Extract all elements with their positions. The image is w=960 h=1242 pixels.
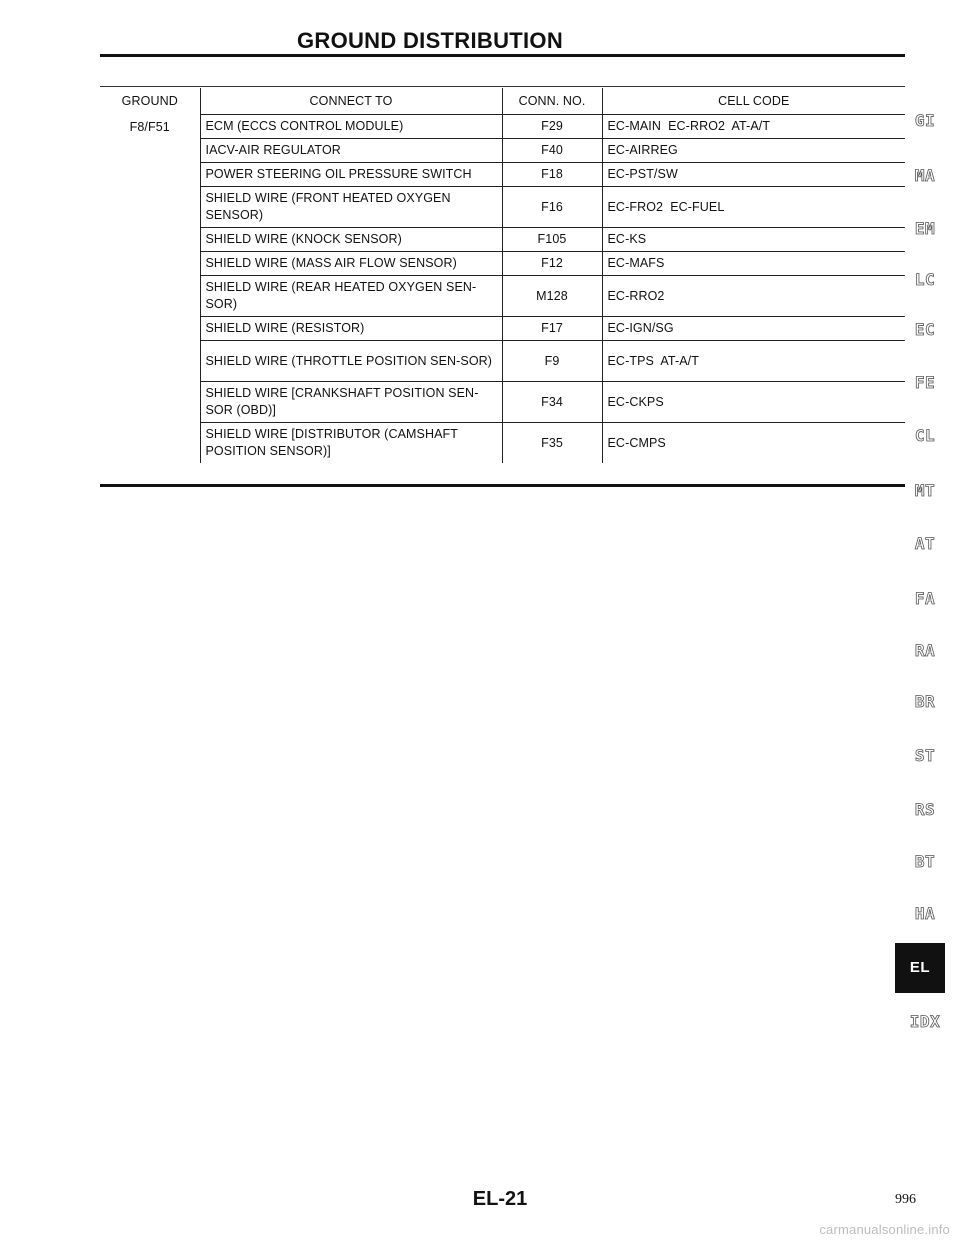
page-number: 996 — [895, 1192, 916, 1207]
connect-to-cell: POWER STEERING OIL PRESSURE SWITCH — [200, 163, 502, 187]
conn-no-cell: F40 — [502, 139, 602, 163]
cell-code-cell: EC-TPS AT-A/T — [602, 341, 905, 382]
section-tab-mt[interactable]: MT — [914, 481, 936, 500]
section-tab-br[interactable]: BR — [914, 692, 936, 711]
cell-code-cell: EC-KS — [602, 228, 905, 252]
table-row — [100, 341, 905, 382]
table-header-row — [100, 88, 905, 115]
section-tab-lc[interactable]: LC — [914, 270, 936, 289]
section-tab-ra[interactable]: RA — [914, 641, 936, 660]
section-tab-rs[interactable]: RS — [914, 800, 936, 819]
conn-no-cell: M128 — [502, 276, 602, 317]
section-tab-el-active[interactable]: EL — [895, 943, 945, 993]
cell-code-cell: EC-CMPS — [602, 423, 905, 464]
table-row — [100, 423, 905, 464]
conn-no-cell: F9 — [502, 341, 602, 382]
connect-to-cell: SHIELD WIRE (THROTTLE POSITION SEN-SOR) — [200, 341, 502, 382]
table-row — [100, 317, 905, 341]
page-title: GROUND DISTRIBUTION — [296, 28, 564, 53]
section-tab-cl[interactable]: CL — [914, 426, 936, 445]
section-tab-fa[interactable]: FA — [914, 589, 936, 608]
conn-no-cell: F12 — [502, 252, 602, 276]
page-reference: EL-21 — [472, 1188, 528, 1210]
section-tab-fe[interactable]: FE — [914, 373, 936, 392]
section-tab-em[interactable]: EM — [914, 219, 936, 238]
table-row — [100, 276, 905, 317]
title-rule — [100, 54, 905, 57]
header-conn-no: CONN. NO. — [502, 88, 602, 115]
ground-cell: F8/F51 — [129, 119, 170, 134]
cell-code-cell: EC-IGN/SG — [602, 317, 905, 341]
ground-distribution-table — [100, 88, 905, 463]
connect-to-cell: SHIELD WIRE (RESISTOR) — [200, 317, 502, 341]
section-tab-ec[interactable]: EC — [914, 320, 936, 339]
section-tab-idx[interactable]: IDX — [909, 1012, 941, 1031]
cell-code-cell: EC-PST/SW — [602, 163, 905, 187]
table-row — [100, 163, 905, 187]
cell-code-cell: EC-RRO2 — [602, 276, 905, 317]
section-tab-gi[interactable]: GI — [914, 111, 936, 130]
cell-code-cell: EC-MAIN EC-RRO2 AT-A/T — [602, 115, 905, 139]
section-tab-ha[interactable]: HA — [914, 904, 936, 923]
conn-no-cell: F34 — [502, 382, 602, 423]
conn-no-cell: F29 — [502, 115, 602, 139]
table-row — [100, 187, 905, 228]
cell-code-cell: EC-CKPS — [602, 382, 905, 423]
table-row — [100, 115, 905, 139]
table-row — [100, 382, 905, 423]
table-row — [100, 139, 905, 163]
conn-no-cell: F17 — [502, 317, 602, 341]
connect-to-cell: IACV-AIR REGULATOR — [200, 139, 502, 163]
section-tab-at[interactable]: AT — [914, 534, 936, 553]
connect-to-cell: SHIELD WIRE [CRANKSHAFT POSITION SEN-SOR (OBD)] — [200, 382, 502, 423]
table-bottom-rule — [100, 484, 905, 487]
table-row — [100, 252, 905, 276]
table-top-rule — [100, 86, 905, 87]
section-tab-ma[interactable]: MA — [914, 166, 936, 185]
header-cell-code: CELL CODE — [602, 88, 905, 115]
conn-no-cell: F105 — [502, 228, 602, 252]
section-tab-bt[interactable]: BT — [914, 852, 936, 871]
connect-to-cell: SHIELD WIRE (REAR HEATED OXYGEN SEN-SOR) — [200, 276, 502, 317]
connect-to-cell: ECM (ECCS CONTROL MODULE) — [200, 115, 502, 139]
cell-code-cell: EC-FRO2 EC-FUEL — [602, 187, 905, 228]
connect-to-cell: SHIELD WIRE (FRONT HEATED OXYGEN SENSOR) — [200, 187, 502, 228]
connect-to-cell: SHIELD WIRE (KNOCK SENSOR) — [200, 228, 502, 252]
section-tab-st[interactable]: ST — [914, 746, 936, 765]
cell-code-cell: EC-MAFS — [602, 252, 905, 276]
cell-code-cell: EC-AIRREG — [602, 139, 905, 163]
watermark: carmanualsonline.info — [819, 1222, 950, 1237]
conn-no-cell: F35 — [502, 423, 602, 464]
header-ground: GROUND — [121, 94, 178, 109]
header-connect-to: CONNECT TO — [200, 88, 502, 115]
table-row — [100, 228, 905, 252]
connect-to-cell: SHIELD WIRE [DISTRIBUTOR (CAMSHAFT POSITION SENSOR)] — [200, 423, 502, 464]
connect-to-cell: SHIELD WIRE (MASS AIR FLOW SENSOR) — [200, 252, 502, 276]
conn-no-cell: F18 — [502, 163, 602, 187]
conn-no-cell: F16 — [502, 187, 602, 228]
